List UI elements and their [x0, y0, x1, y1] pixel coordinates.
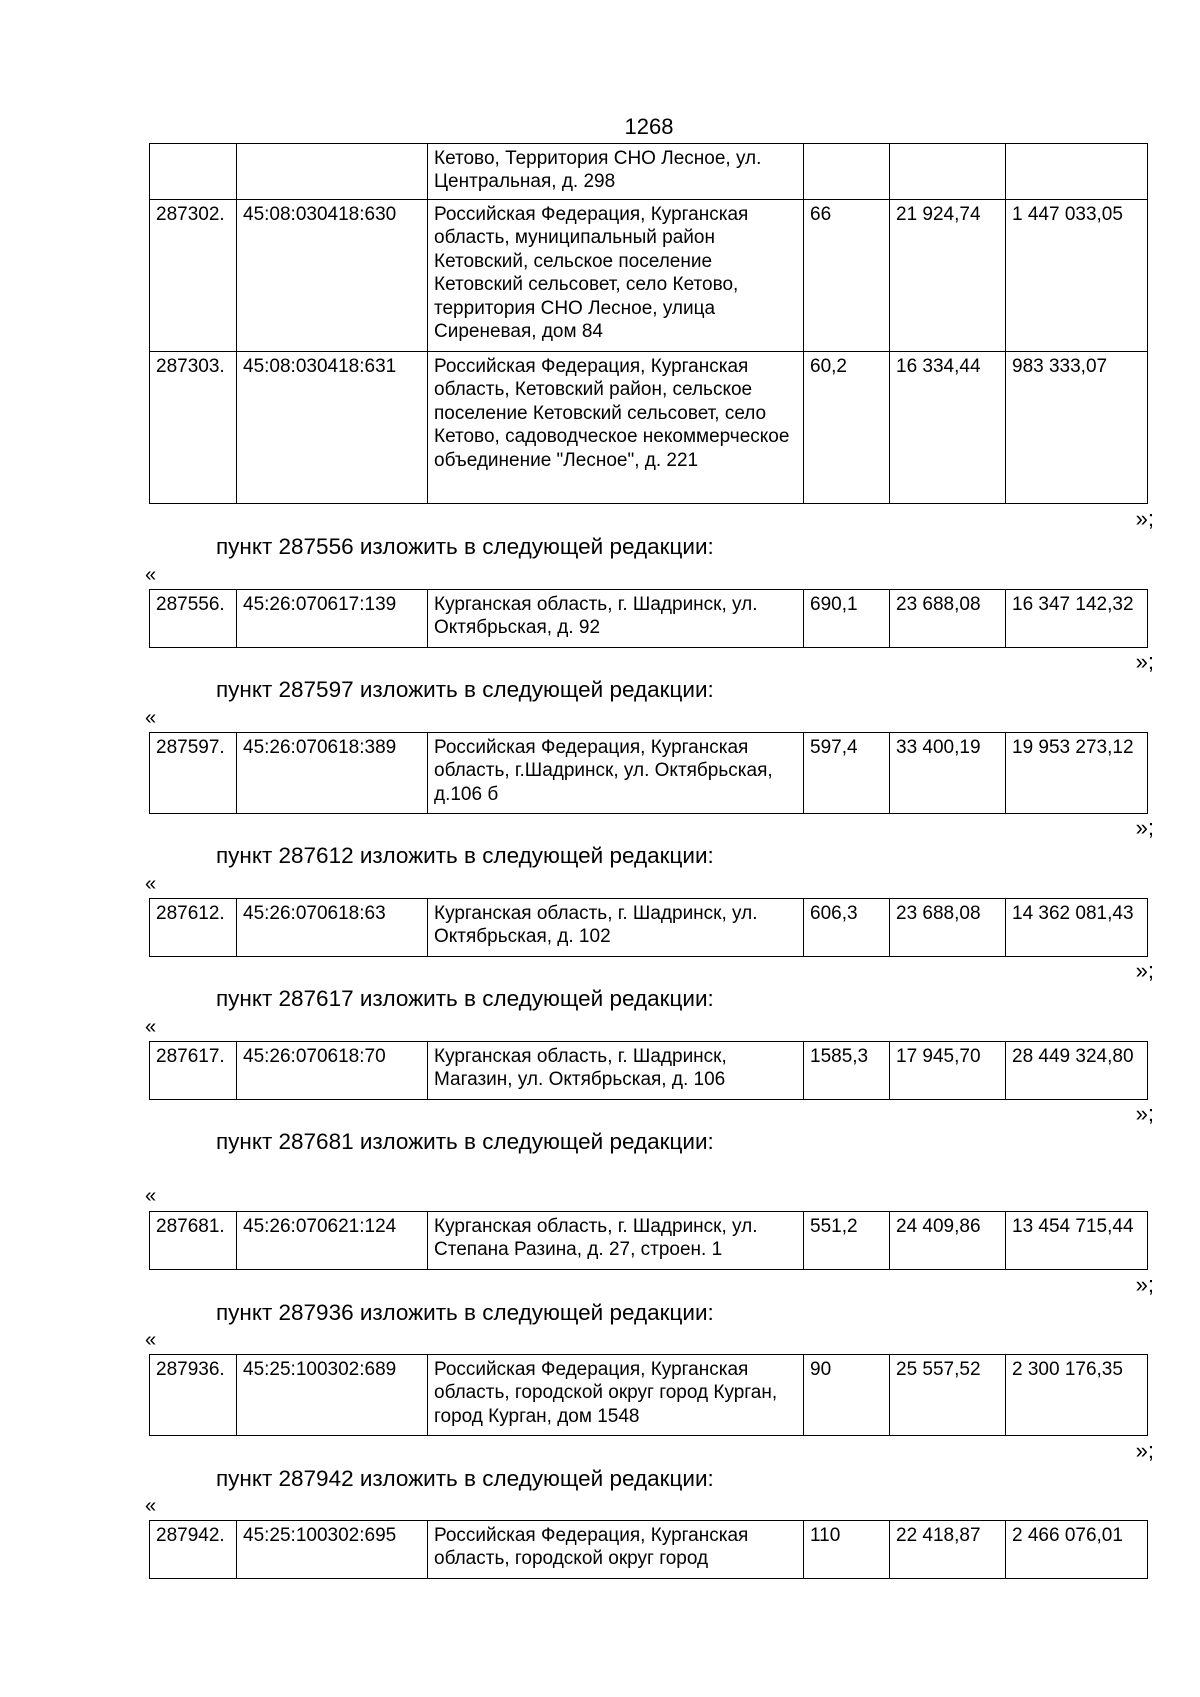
closing-quote: »;: [1135, 815, 1154, 840]
cadastral-rate: 22 418,87: [890, 1521, 1006, 1579]
address: Курганская область, г. Шадринск, ул. Октябрьская, д. 102: [428, 899, 804, 957]
amendment-instruction: [216, 1300, 714, 1326]
cadastral-number: 45:26:070618:389: [237, 733, 428, 814]
clause-ref: пункт 287617: [216, 986, 354, 1011]
area: 1585,3: [804, 1042, 890, 1100]
cadastral-number: 45:26:070618:63: [237, 899, 428, 957]
instruction-text: изложить в следующей редакции:: [359, 1300, 714, 1325]
cadastral-number: 45:08:030418:631: [237, 352, 428, 504]
opening-quote: «: [145, 873, 157, 895]
area: 110: [804, 1521, 890, 1579]
address: Российская Федерация, Курганская область, г.Шадринск, ул. Октябрьская, д.106 б: [428, 733, 804, 814]
area: 690,1: [804, 590, 890, 648]
registry-table: [149, 1520, 1148, 1579]
cadastral-rate: 16 334,44: [890, 352, 1006, 504]
closing-quote: »;: [1135, 506, 1154, 531]
instruction-text: изложить в следующей редакции:: [359, 986, 714, 1011]
opening-quote: «: [145, 1016, 157, 1038]
address: Курганская область, г. Шадринск, ул. Степана Разина, д. 27, строен. 1: [428, 1212, 804, 1270]
clause-ref: пункт 287597: [216, 677, 354, 702]
row-number: 287681.: [150, 1212, 237, 1270]
instruction-text: изложить в следующей редакции:: [359, 1129, 714, 1154]
amendment-instruction: [216, 1466, 714, 1492]
cadastral-value: 14 362 081,43: [1006, 899, 1148, 957]
row-number: 287617.: [150, 1042, 237, 1100]
address: Российская Федерация, Курганская область, городской округ город Курган, город Курган, дом 1548: [428, 1355, 804, 1436]
registry-table: [149, 1041, 1148, 1100]
closing-quote: »;: [1135, 1101, 1154, 1126]
registry-table: [149, 143, 1148, 504]
address: Кетово, Территория СНО Лесное, ул. Центральная, д. 298: [428, 144, 804, 200]
cadastral-rate: 33 400,19: [890, 733, 1006, 814]
opening-quote: «: [145, 1185, 157, 1207]
area: 551,2: [804, 1212, 890, 1270]
cadastral-rate: 23 688,08: [890, 590, 1006, 648]
cadastral-number: 45:25:100302:695: [237, 1521, 428, 1579]
row-number: 287936.: [150, 1355, 237, 1436]
area: 60,2: [804, 352, 890, 504]
cadastral-number: 45:26:070621:124: [237, 1212, 428, 1270]
table-row: [150, 1042, 1148, 1100]
opening-quote: «: [145, 564, 157, 586]
instruction-text: изложить в следующей редакции:: [359, 843, 714, 868]
clause-ref: пункт 287942: [216, 1466, 354, 1491]
cadastral-rate: 17 945,70: [890, 1042, 1006, 1100]
cadastral-value: [1006, 144, 1148, 200]
closing-quote: »;: [1135, 649, 1154, 674]
table-row: [150, 144, 1148, 200]
address: Курганская область, г. Шадринск, ул. Октябрьская, д. 92: [428, 590, 804, 648]
instruction-text: изложить в следующей редакции:: [359, 1466, 714, 1491]
table-row: [150, 352, 1148, 504]
cadastral-number: [237, 144, 428, 200]
row-number: 287612.: [150, 899, 237, 957]
registry-table: [149, 732, 1148, 814]
table-row: [150, 899, 1148, 957]
instruction-text: изложить в следующей редакции:: [359, 534, 714, 559]
clause-ref: пункт 287612: [216, 843, 354, 868]
cadastral-rate: [890, 144, 1006, 200]
cadastral-number: 45:25:100302:689: [237, 1355, 428, 1436]
row-number: 287303.: [150, 352, 237, 504]
cadastral-number: 45:26:070617:139: [237, 590, 428, 648]
address: Российская Федерация, Курганская область, Кетовский район, сельское поселение Кетовский сельсовет, село Кетово, садоводческое некоммерческое объединение "Лесное", д. 221: [428, 352, 804, 504]
cadastral-rate: 25 557,52: [890, 1355, 1006, 1436]
cadastral-rate: 21 924,74: [890, 200, 1006, 352]
address: Российская Федерация, Курганская область, городской округ город: [428, 1521, 804, 1579]
amendment-instruction: [216, 534, 714, 560]
cadastral-value: 983 333,07: [1006, 352, 1148, 504]
area: 606,3: [804, 899, 890, 957]
cadastral-rate: 24 409,86: [890, 1212, 1006, 1270]
row-number: 287597.: [150, 733, 237, 814]
area: 597,4: [804, 733, 890, 814]
registry-table: [149, 898, 1148, 957]
cadastral-number: 45:26:070618:70: [237, 1042, 428, 1100]
closing-quote: »;: [1135, 1438, 1154, 1463]
cadastral-value: 28 449 324,80: [1006, 1042, 1148, 1100]
amendment-instruction: [216, 986, 714, 1012]
cadastral-rate: 23 688,08: [890, 899, 1006, 957]
instruction-text: изложить в следующей редакции:: [359, 677, 714, 702]
area: 66: [804, 200, 890, 352]
registry-table: [149, 1211, 1148, 1270]
registry-table: [149, 589, 1148, 648]
clause-ref: пункт 287556: [216, 534, 354, 559]
cadastral-value: 16 347 142,32: [1006, 590, 1148, 648]
amendment-instruction: [216, 677, 714, 703]
clause-ref: пункт 287936: [216, 1300, 354, 1325]
table-row: [150, 590, 1148, 648]
table-row: [150, 733, 1148, 814]
page-number: 1268: [624, 114, 674, 139]
area: 90: [804, 1355, 890, 1436]
table-row: [150, 1212, 1148, 1270]
cadastral-value: 1 447 033,05: [1006, 200, 1148, 352]
cadastral-value: 13 454 715,44: [1006, 1212, 1148, 1270]
clause-ref: пункт 287681: [216, 1129, 354, 1154]
table-row: [150, 1521, 1148, 1579]
row-number: [150, 144, 237, 200]
address: Российская Федерация, Курганская область, муниципальный район Кетовский, сельское поселение Кетовский сельсовет, село Кетово, территория СНО Лесное, улица Сиреневая, дом 84: [428, 200, 804, 352]
opening-quote: «: [145, 1495, 157, 1517]
cadastral-value: 19 953 273,12: [1006, 733, 1148, 814]
address: Курганская область, г. Шадринск, Магазин, ул. Октябрьская, д. 106: [428, 1042, 804, 1100]
cadastral-value: 2 300 176,35: [1006, 1355, 1148, 1436]
row-number: 287942.: [150, 1521, 237, 1579]
opening-quote: «: [145, 707, 157, 729]
registry-table: [149, 1354, 1148, 1436]
opening-quote: «: [145, 1329, 157, 1351]
cadastral-number: 45:08:030418:630: [237, 200, 428, 352]
area: [804, 144, 890, 200]
table-row: [150, 200, 1148, 352]
closing-quote: »;: [1135, 958, 1154, 983]
table-row: [150, 1355, 1148, 1436]
closing-quote: »;: [1135, 1272, 1154, 1297]
row-number: 287556.: [150, 590, 237, 648]
amendment-instruction: [216, 843, 714, 869]
amendment-instruction: [216, 1129, 714, 1155]
row-number: 287302.: [150, 200, 237, 352]
cadastral-value: 2 466 076,01: [1006, 1521, 1148, 1579]
